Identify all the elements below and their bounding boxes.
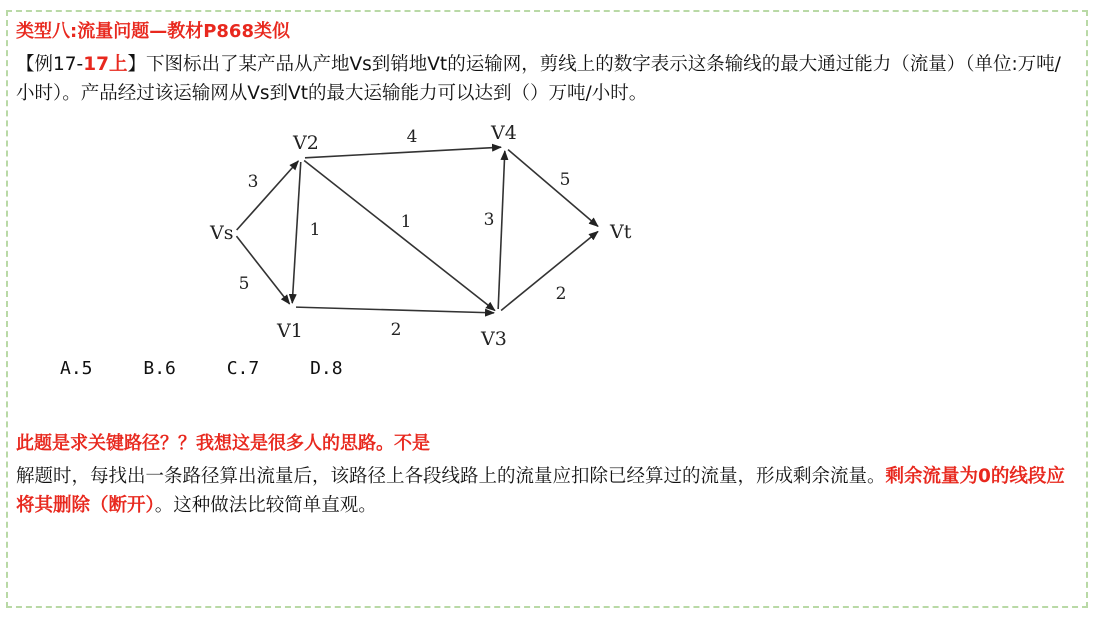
edge-v2-v1 — [292, 162, 301, 303]
answer-options — [60, 358, 383, 379]
option-c[interactable]: C.7 — [226, 358, 260, 379]
capacity-label-vs-v1: 5 — [238, 274, 250, 294]
node-label-vt: Vt — [610, 221, 632, 243]
example-text: 下图标出了某产品从产地Vs到销地Vt的运输网，剪线上的数字表示这条输线的最大通过能力（流量）（单位:万吨/小时）。产品经过该运输网从Vs到Vt的最大运输能力可以达到（）万吨/小时。 — [16, 54, 1061, 104]
edge-v4-vt — [508, 150, 598, 227]
capacity-label-v3-v4: 3 — [483, 210, 495, 230]
option-b[interactable]: B.6 — [143, 358, 176, 379]
example-tag: 17上 — [83, 54, 128, 75]
capacity-label-v2-v3: 1 — [400, 212, 412, 232]
node-label-vs: Vs — [210, 222, 234, 244]
transport-network-diagram — [205, 115, 645, 350]
question-remark: 此题是求关键路径？？我想这是很多人的思路。不是 — [16, 433, 430, 454]
edge-v2-v3 — [304, 160, 495, 310]
explanation-paragraph — [16, 462, 1078, 520]
explanation-text-2: 。这种做法比较简单直观。 — [154, 495, 377, 516]
edge-v1-v3 — [296, 307, 494, 313]
capacity-label-v3-vt: 2 — [555, 284, 567, 304]
node-label-v2: V2 — [293, 132, 319, 154]
explanation-highlight: 剩余流量为0的线段应将其删除（断开） — [16, 466, 1065, 516]
explanation-text-1: 解题时，每找出一条路径算出流量后，该路径上各段线路上的流量应扣除已经算过的流量，形成剩余流量。 — [16, 466, 886, 487]
section-title: 类型八:流量问题—教材P868类似 — [16, 21, 290, 42]
example-prefix: 【例17- — [16, 54, 84, 75]
example-paragraph — [16, 50, 1078, 108]
network-svg — [205, 115, 645, 350]
capacity-label-v2-v4: 4 — [406, 127, 418, 147]
node-label-v3: V3 — [481, 328, 507, 350]
edge-vs-v2 — [237, 161, 299, 230]
capacity-label-vs-v2: 3 — [247, 172, 259, 192]
capacity-label-v4-vt: 5 — [559, 170, 571, 190]
option-d[interactable]: D.8 — [310, 358, 343, 379]
node-label-v1: V1 — [277, 320, 303, 342]
edge-v3-v4 — [498, 151, 505, 309]
edge-v2-v4 — [305, 147, 501, 158]
capacity-label-v2-v1: 1 — [309, 220, 321, 240]
capacity-label-v1-v3: 2 — [390, 320, 402, 340]
option-a[interactable]: A.5 — [60, 358, 93, 379]
node-label-v4: V4 — [491, 122, 517, 144]
edge-v3-vt — [501, 232, 598, 311]
example-close: 】 — [127, 54, 146, 75]
